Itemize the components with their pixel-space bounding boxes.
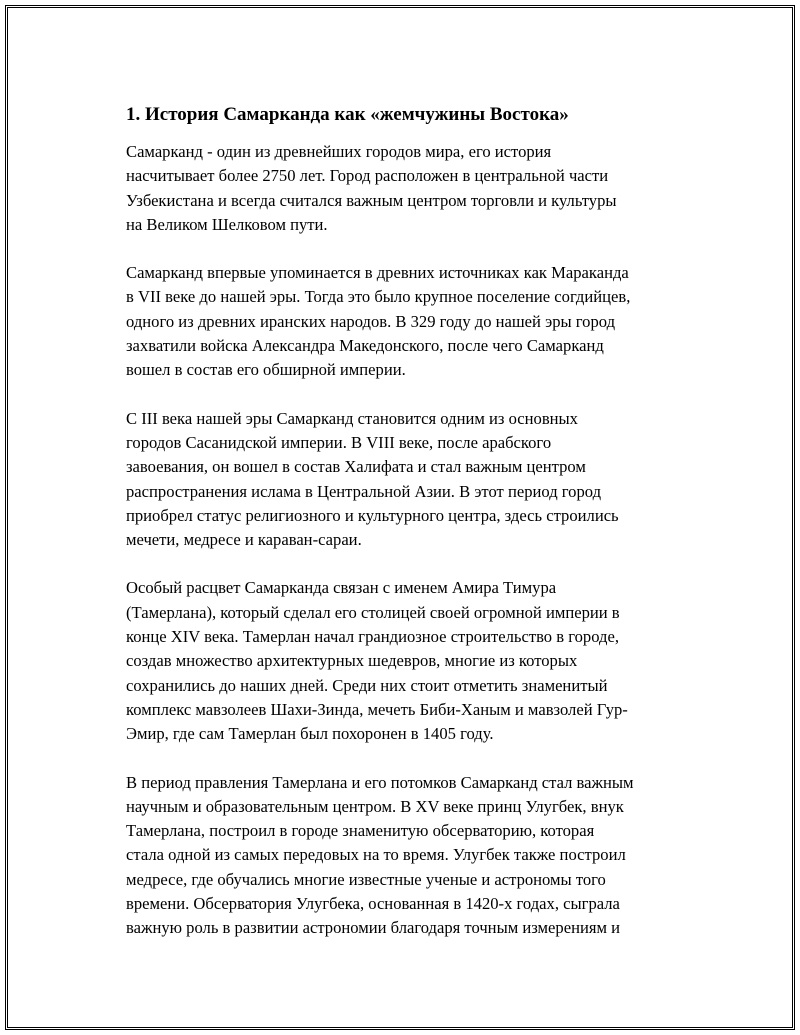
text-line: создав множество архитектурных шедевров, многие из которых: [126, 651, 578, 671]
text-line: конце XIV века. Тамерлан начал грандиозное строительство в городе,: [126, 627, 619, 647]
text-line: насчитывает более 2750 лет. Город расположен в центральной части: [126, 166, 609, 186]
text-line: В период правления Тамерлана и его потомков Самарканд стал важным: [126, 772, 634, 792]
paragraph-1: [126, 140, 698, 237]
text-line: времени. Обсерватория Улугбека, основанная в 1420-х годах, сыграла: [126, 894, 620, 914]
paragraph-4: [126, 576, 698, 746]
paragraph-5: [126, 771, 698, 941]
text-line: Узбекистана и всегда считался важным центром торговли и культуры: [126, 190, 617, 210]
text-line: в VII веке до нашей эры. Тогда это было крупное поселение согдийцев,: [126, 287, 631, 307]
text-line: важную роль в развитии астрономии благодаря точным измерениям и: [126, 918, 621, 938]
section-heading: 1. История Самарканда как «жемчужины Востока»: [126, 104, 569, 125]
text-line: стала одной из самых передовых на то время. Улугбек также построил: [126, 845, 626, 865]
text-line: (Тамерлана), который сделал его столицей своей огромной империи в: [126, 602, 620, 622]
page-frame: [5, 5, 795, 1030]
text-line: завоевания, он вошел в состав Халифата и стал важным центром: [126, 457, 586, 477]
text-line: на Великом Шелковом пути.: [126, 214, 328, 234]
text-line: Эмир, где сам Тамерлан был похоронен в 1405 году.: [126, 724, 494, 744]
text-line: захватили войска Александра Македонского, после чего Самарканд: [126, 336, 604, 356]
text-line: Самарканд впервые упоминается в древних источниках как Мараканда: [126, 263, 629, 283]
text-line: вошел в состав его обширной империи.: [126, 360, 406, 380]
document-body: [126, 103, 698, 965]
text-line: мечети, медресе и караван-сараи.: [126, 530, 362, 550]
text-line: Тамерлана, построил в городе знаменитую обсерваторию, которая: [126, 821, 595, 841]
text-line: сохранились до наших дней. Среди них стоит отметить знаменитый: [126, 675, 608, 695]
text-line: приобрел статус религиозного и культурного центра, здесь строились: [126, 505, 619, 525]
paragraph-2: [126, 261, 698, 382]
text-line: научным и образовательным центром. В XV веке принц Улугбек, внук: [126, 796, 624, 816]
text-line: комплекс мавзолеев Шахи-Зинда, мечеть Биби-Ханым и мавзолей Гур-: [126, 699, 628, 719]
paragraph-3: [126, 407, 698, 553]
text-line: Особый расцвет Самарканда связан с именем Амира Тимура: [126, 578, 557, 598]
text-line: медресе, где обучались многие известные ученые и астрономы того: [126, 869, 606, 889]
text-line: С III века нашей эры Самарканд становится одним из основных: [126, 408, 578, 428]
text-line: распространения ислама в Центральной Азии. В этот период город: [126, 481, 602, 501]
text-line: городов Сасанидской империи. В VIII веке, после арабского: [126, 432, 552, 452]
text-line: Самарканд - один из древнейших городов мира, его история: [126, 142, 552, 161]
text-line: одного из древних иранских народов. В 329 году до нашей эры город: [126, 311, 616, 331]
